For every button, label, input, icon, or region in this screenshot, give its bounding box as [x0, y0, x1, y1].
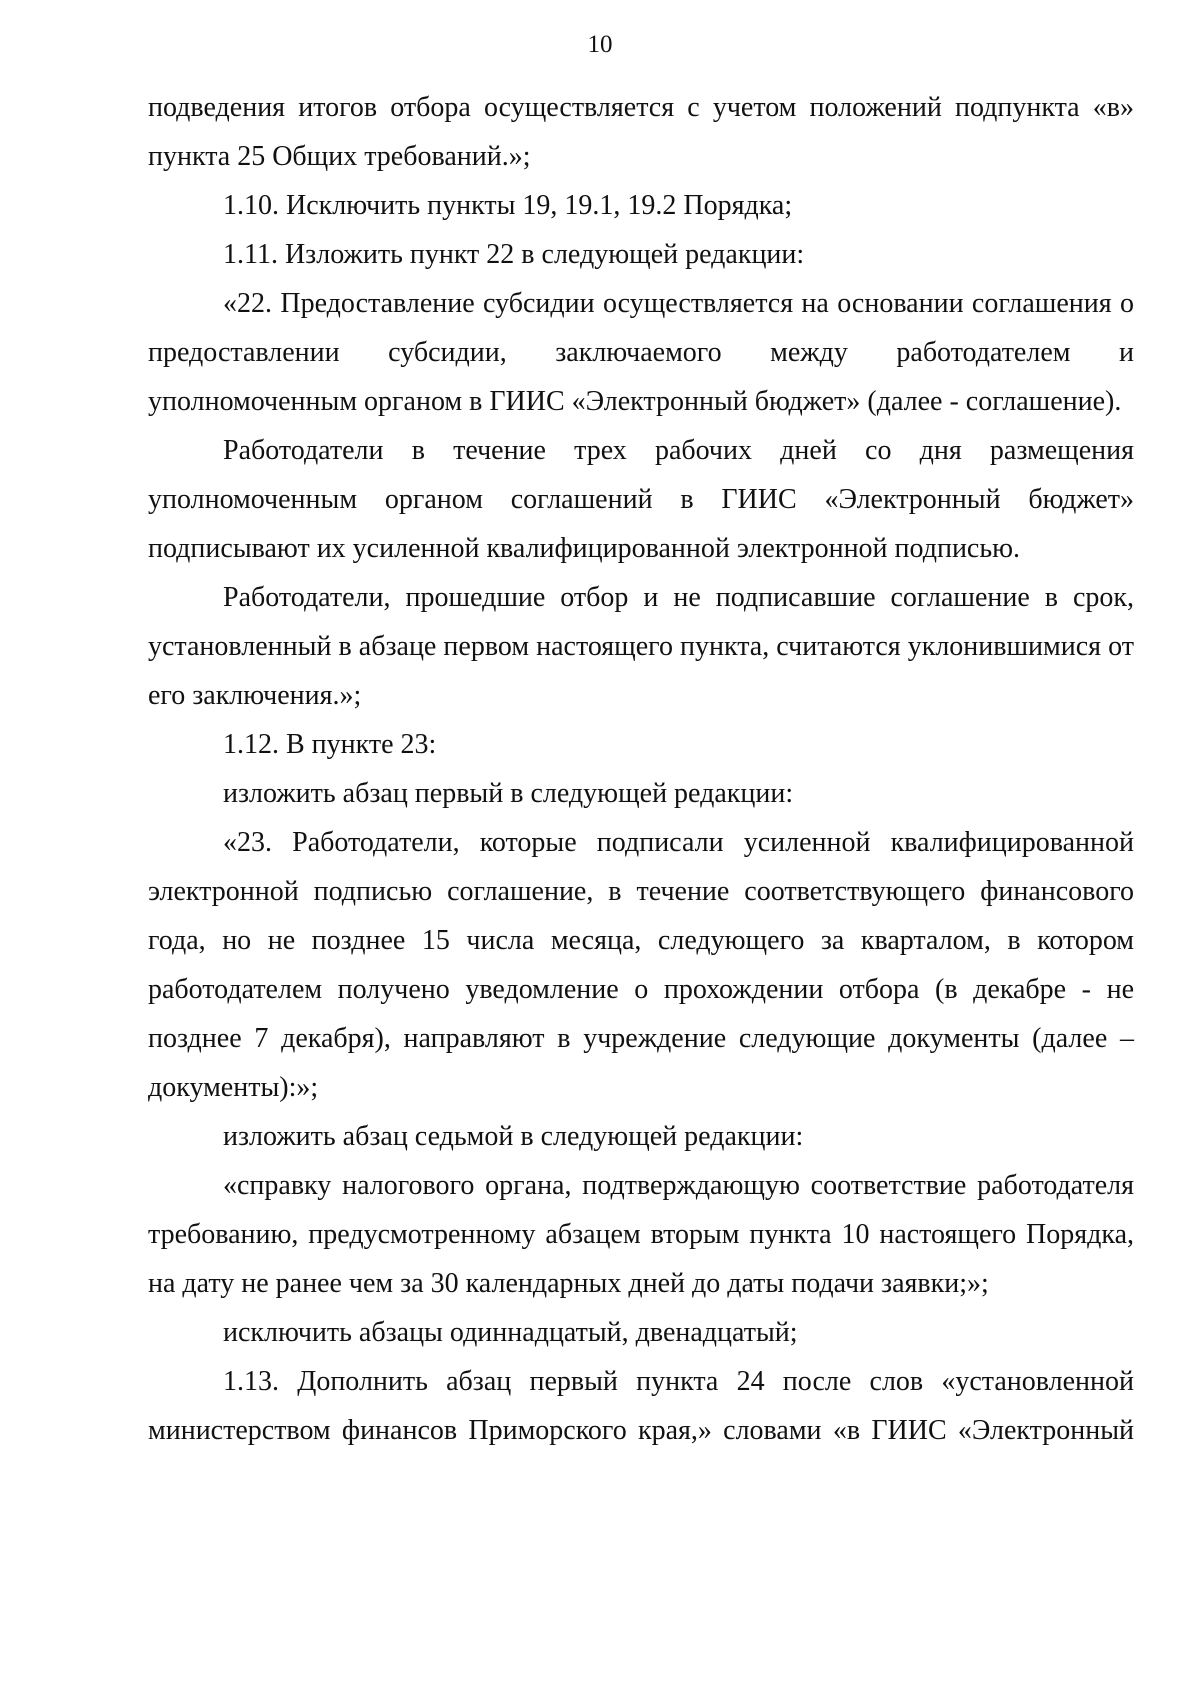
document-body [148, 83, 1134, 1455]
paragraph-amend-first: изложить абзац первый в следующей редакции: [223, 778, 794, 809]
paragraph-1-10: 1.10. Исключить пункты 19, 19.1, 19.2 Порядка; [223, 190, 793, 221]
paragraph-1-11: 1.11. Изложить пункт 22 в следующей редакции: [223, 239, 805, 270]
paragraph-employers-sign: Работодатели в течение трех рабочих дней со дня размещения уполномоченным органом соглашений в ГИИС «Электронный бюджет» подписывают их усиленной квалифицированной электронной подписью. [148, 435, 1134, 564]
paragraph-1-continuation: подведения итогов отбора осуществляется с учетом положений подпункта «в» пункта 25 Общих требований.»; [148, 92, 1134, 172]
paragraph-1-13: 1.13. Дополнить абзац первый пункта 24 после слов «установленной министерством финансов Приморского края,» словами «в ГИИС «Электронный [148, 1366, 1134, 1446]
paragraph-22-quote: «22. Предоставление субсидии осуществляется на основании соглашения о предоставлении субсидии, заключаемого между работодателем и уполномоченным органом в ГИИС «Электронный бюджет» (далее - соглашение). [148, 288, 1134, 417]
paragraph-tax-certificate: «справку налогового органа, подтверждающую соответствие работодателя требованию, предусмотренному абзацем вторым пункта 10 настоящего Порядка, на дату не ранее чем за 30 календарных дней до даты подачи заявки;»; [148, 1170, 1134, 1299]
paragraph-23-quote: «23. Работодатели, которые подписали усиленной квалифицированной электронной подписью соглашение, в течение соответствующего финансового года, но не позднее 15 числа месяца, следующего за кварталом, в котором работодателем получено уведомление о прохождении отбора (в декабре - не позднее 7 декабря), направляют в учреждение следующие документы (далее – документы):»; [148, 827, 1134, 1103]
paragraph-employers-evade: Работодатели, прошедшие отбор и не подписавшие соглашение в срок, установленный в абзаце первом настоящего пункта, считаются уклонившимися от его заключения.»; [148, 582, 1134, 711]
paragraph-amend-seventh: изложить абзац седьмой в следующей редакции: [223, 1121, 804, 1152]
paragraph-1-12: 1.12. В пункте 23: [223, 729, 437, 760]
page-number: 10 [587, 31, 613, 58]
paragraph-exclude: исключить абзацы одиннадцатый, двенадцатый; [223, 1317, 798, 1348]
